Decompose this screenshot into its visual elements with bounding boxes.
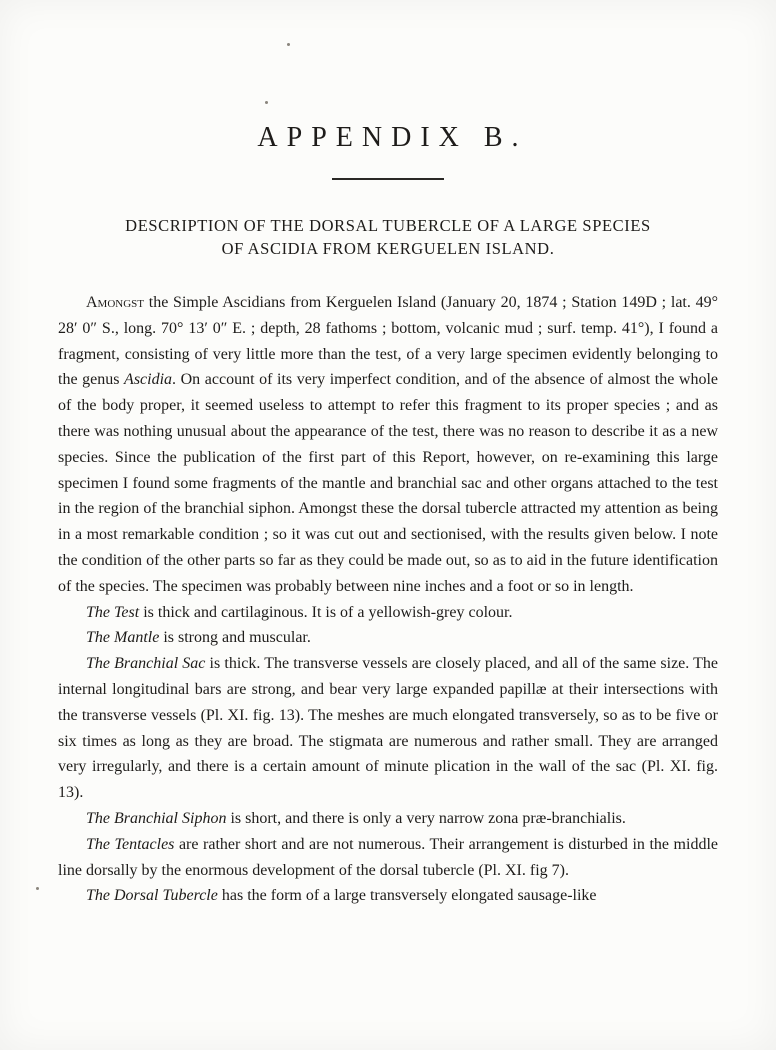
italic-text: The Branchial Sac bbox=[86, 655, 206, 673]
paragraph bbox=[58, 625, 718, 651]
paragraph bbox=[58, 290, 718, 600]
appendix-title: APPENDIX B. bbox=[257, 122, 528, 153]
smallcaps-text: Amongst bbox=[86, 294, 145, 311]
paragraph bbox=[58, 651, 718, 806]
italic-text: The Mantle bbox=[86, 629, 160, 647]
paragraph bbox=[58, 883, 718, 909]
italic-text: The Branchial Siphon bbox=[86, 809, 227, 827]
body-text bbox=[58, 290, 718, 909]
italic-text: The Tentacles bbox=[86, 835, 175, 853]
heading-line-1: DESCRIPTION OF THE DORSAL TUBERCLE OF A LARGE SPECIES bbox=[125, 216, 651, 235]
scan-artifact-dot bbox=[265, 101, 268, 104]
paragraph bbox=[58, 600, 718, 626]
section-heading bbox=[0, 214, 776, 260]
text: is thick and cartilaginous. It is of a yellowish-grey colour. bbox=[139, 603, 513, 621]
text: . On account of its very imperfect condition, and of the absence of almost the whole of the body proper, it seemed useless to attempt to refer this fragment to its proper species ; and as there was nothing unusual about the appearance of the test, there was no reason to describe it as a new species. Since the publication of the first part of this Report, however, on re-examining this large specimen I found some fragments of the mantle and branchial sac and other organs attached to the test in the region of the branchial siphon. Amongst these the dorsal tubercle attracted my attention as being in a most remarkable condition ; so it was cut out and sectionised, with the results given below. I note the condition of the other parts so far as they could be made out, so as to aid in the future identification of the species. The specimen was probably between nine inches and a foot or so in length. bbox=[58, 371, 718, 595]
heading-line-2: OF ASCIDIA FROM KERGUELEN ISLAND. bbox=[221, 239, 555, 258]
italic-text: The Test bbox=[86, 603, 140, 621]
text: is thick. The transverse vessels are closely placed, and all of the same size. The internal longitudinal bars are strong, and bear very large expanded papillæ at their intersections with the transverse vessels (Pl. XI. fig. 13). The meshes are much elongated transversely, so as to be five or six times as long as they are broad. The stigmata are numerous and rather small. They are arranged very irregularly, and there is a certain amount of minute plication in the wall of the sac (Pl. XI. fig. 13). bbox=[58, 655, 719, 802]
text: is strong and muscular. bbox=[159, 629, 311, 647]
paragraph bbox=[58, 806, 718, 832]
italic-text: The Dorsal Tubercle bbox=[86, 887, 218, 905]
title-rule bbox=[332, 178, 444, 180]
text: are rather short and are not numerous. Their arrangement is disturbed in the middle line dorsally by the enormous development of the dorsal tubercle (Pl. XI. fig 7). bbox=[58, 835, 718, 879]
text: is short, and there is only a very narrow zona præ-branchialis. bbox=[226, 809, 626, 827]
scan-artifact-dot bbox=[36, 887, 39, 890]
scan-artifact-dot bbox=[287, 43, 290, 46]
text: the Simple Ascidians from Kerguelen Island (January 20, 1874 ; Station 149D ; lat. 49° 28′ 0″ S., long. 70° 13′ 0″ E. ; depth, 28 fathoms ; bottom, volcanic mud ; surf. temp. 41°), I found a fragment, consisting of very little more than the test, of a very large specimen evidently belonging to the genus bbox=[58, 294, 718, 389]
text: has the form of a large transversely elongated sausage-like bbox=[217, 887, 597, 905]
italic-text: Ascidia bbox=[124, 371, 173, 389]
paragraph bbox=[58, 832, 718, 884]
